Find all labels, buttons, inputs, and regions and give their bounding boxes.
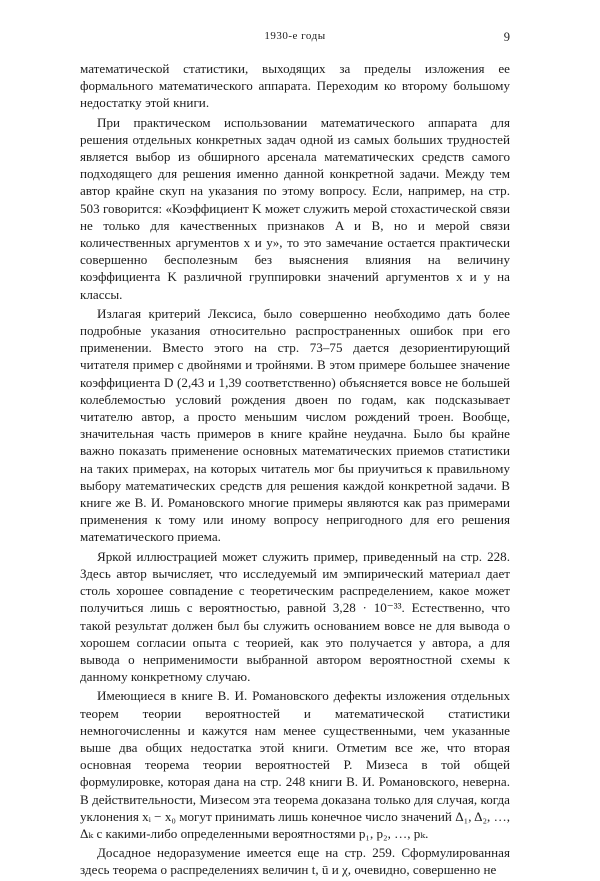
running-header xyxy=(80,30,510,46)
chapter-title: 1930-е годы xyxy=(264,30,326,42)
paragraph-practical-use: При практическом использовании математического аппарата для решения отдельных конкретных задач одной из самых больших трудностей является выбор из обширного арсенала математических средств самого подходящего для решения именно данной конкретной задачи. Между тем автор крайне скуп на указания по этому вопросу. Если, например, на стр. 503 говорится: «Коэффициент K может служить мерой стохастической связи не только для качественных признаков A и B, но и мерой связи количественных аргументов x и y», то это замечание остается практически совершенно бесполезным без выяснения влияния на величину коэффициента K различной группировки значений аргументов x и y на классы. xyxy=(80,114,510,302)
paragraph-illustration: Яркой иллюстрацией может служить пример, приведенный на стр. 228. Здесь автор вычисляет, что исследуемый им эмпирический материал дает столь хорошее совпадение с теоретическим распределением, какое может получиться лишь с вероятностью, равной 3,28 · 10⁻³³. Естественно, что такой результат должен был бы служить основанием вовсе не для вывода о хорошем согласии опыта с теорией, как это получается у автора, а для вывода о неприменимости выбранной автором вероятностной схемы к данному конкретному случаю. xyxy=(80,548,510,685)
body-text xyxy=(80,60,510,881)
paragraph-theorem-defects: Имеющиеся в книге В. И. Романовского дефекты изложения отдельных теорем теории вероятностей и математической статистики немногочисленны и кажутся нам менее существенными, чем указанные выше два общих недостатка этой книги. Отметим все же, что вторая основная теорема теории вероятностей Р. Мизеса в той общей формулировке, которая дана на стр. 248 книги В. И. Романовского, неверна. В действительности, Мизесом эта теорема доказана только для случая, когда уклонения xᵢ − x₀ могут принимать лишь конечное число значений Δ₁, Δ₂, …, Δₖ с какими-либо определенными вероятностями p₁, p₂, …, pₖ. xyxy=(80,688,510,841)
paragraph-lexis-criterion: Излагая критерий Лексиса, было совершенно необходимо дать более подробные указания относительно распространенных ошибок при его применении. Вместо этого на стр. 73–75 дается дезориентирующий читателя пример с двойнями и тройнями. В этом примере большее значение коэффициента D (2,43 и 1,39 соответственно) объясняется вовсе не большей колеблемостью условий рождения двоен по годам, как подсказывает читателю автор, а просто меньшим числом рождений троен. Вообще, значительная часть примеров в книге крайне неудачна. Было бы крайне важно показать применение основных математических приемов статистики на таких примерах, на которых читатель мог бы приучиться к правильному выбору математических средств для решения каждой конкретной задачи. В книге же В. И. Романовского многие примеры являются как раз примерами применения к тому или иному вопросу непригодного для его решения математического приема. xyxy=(80,305,510,545)
paragraph-continuation: математической статистики, выходящих за пределы изложения ее формального математического аппарата. Переходим ко второму большому недостатку этой книги. xyxy=(80,61,510,111)
paragraph-misunderstanding: Досадное недоразумение имеется еще на стр. 259. Сформулированная здесь теорема о распределениях величин t, ū и χ, очевидно, совершенно не xyxy=(80,845,510,878)
page-number: 9 xyxy=(503,30,510,44)
